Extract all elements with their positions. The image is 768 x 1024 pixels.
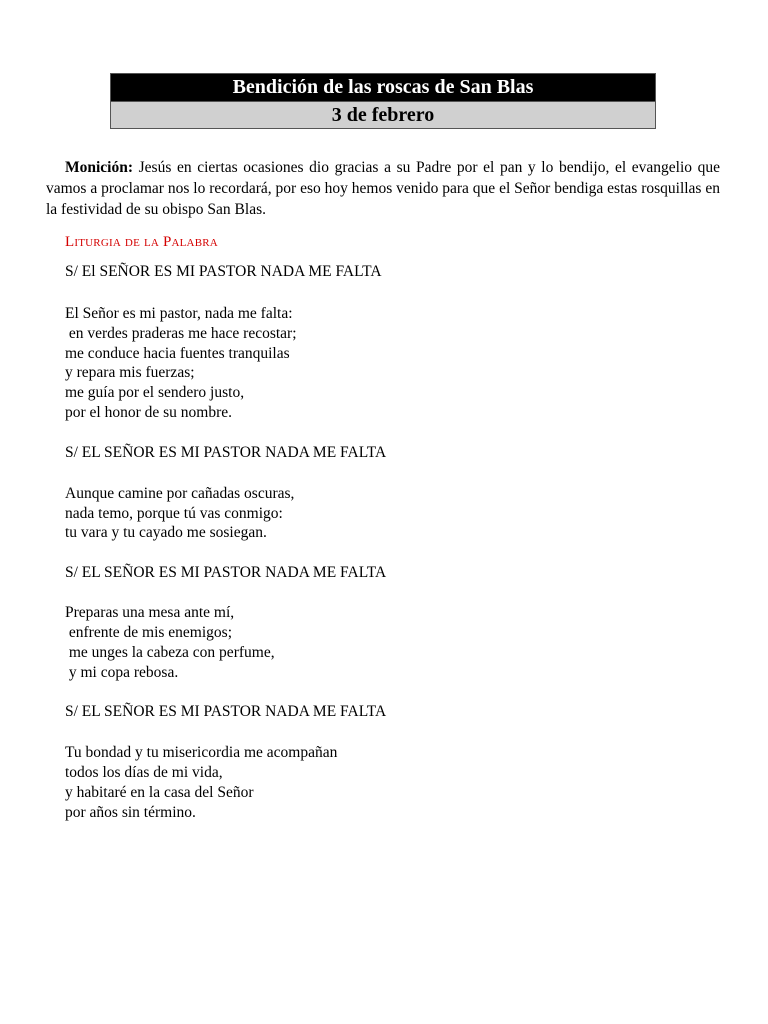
monicion-text: Jesús en ciertas ocasiones dio gracias a su Padre por el pan y lo bendijo, el evangelio que vamos a proclamar nos lo recordará, por eso hoy hemos venido para que el Señor bendiga estas rosquillas en la festividad de su obispo San Blas.	[46, 159, 720, 218]
monicion-paragraph	[46, 157, 720, 220]
refrain-2: S/ EL SEÑOR ES MI PASTOR NADA ME FALTA	[65, 443, 387, 461]
stanza-4	[65, 743, 705, 822]
refrain-1: S/ El SEÑOR ES MI PASTOR NADA ME FALTA	[65, 263, 382, 280]
stanza-line: tu vara y tu cayado me sosiegan.	[65, 524, 267, 542]
section-heading: Liturgia de la Palabra	[65, 234, 218, 250]
document-date: 3 de febrero	[111, 101, 655, 128]
monicion-label: Monición:	[65, 159, 134, 176]
stanza-line: por el honor de su nombre.	[65, 403, 233, 421]
stanza-line: nada temo, porque tú vas conmigo:	[65, 504, 283, 522]
stanza-line: y repara mis fuerzas;	[65, 364, 195, 382]
refrain-4: S/ EL SEÑOR ES MI PASTOR NADA ME FALTA	[65, 703, 387, 721]
refrain-3: S/ EL SEÑOR ES MI PASTOR NADA ME FALTA	[65, 564, 387, 582]
stanza-line: todos los días de mi vida,	[65, 764, 223, 782]
psalm	[65, 262, 705, 823]
document-title: Bendición de las roscas de San Blas	[111, 74, 655, 101]
stanza-line: me conduce hacia fuentes tranquilas	[65, 344, 290, 362]
stanza-line: enfrente de mis enemigos;	[65, 623, 233, 641]
stanza-line: me unges la cabeza con perfume,	[65, 643, 275, 661]
title-box	[110, 73, 656, 129]
stanza-2	[65, 484, 705, 543]
stanza-line: y mi copa rebosa.	[65, 663, 179, 681]
stanza-line: Tu bondad y tu misericordia me acompañan	[65, 744, 338, 762]
stanza-1	[65, 304, 705, 423]
stanza-line: por años sin término.	[65, 803, 196, 821]
stanza-3	[65, 603, 705, 682]
stanza-line: en verdes praderas me hace recostar;	[65, 324, 297, 342]
stanza-line: me guía por el sendero justo,	[65, 384, 245, 402]
stanza-line: Aunque camine por cañadas oscuras,	[65, 484, 295, 502]
stanza-line: El Señor es mi pastor, nada me falta:	[65, 305, 293, 322]
stanza-line: y habitaré en la casa del Señor	[65, 783, 254, 801]
stanza-line: Preparas una mesa ante mí,	[65, 604, 235, 622]
